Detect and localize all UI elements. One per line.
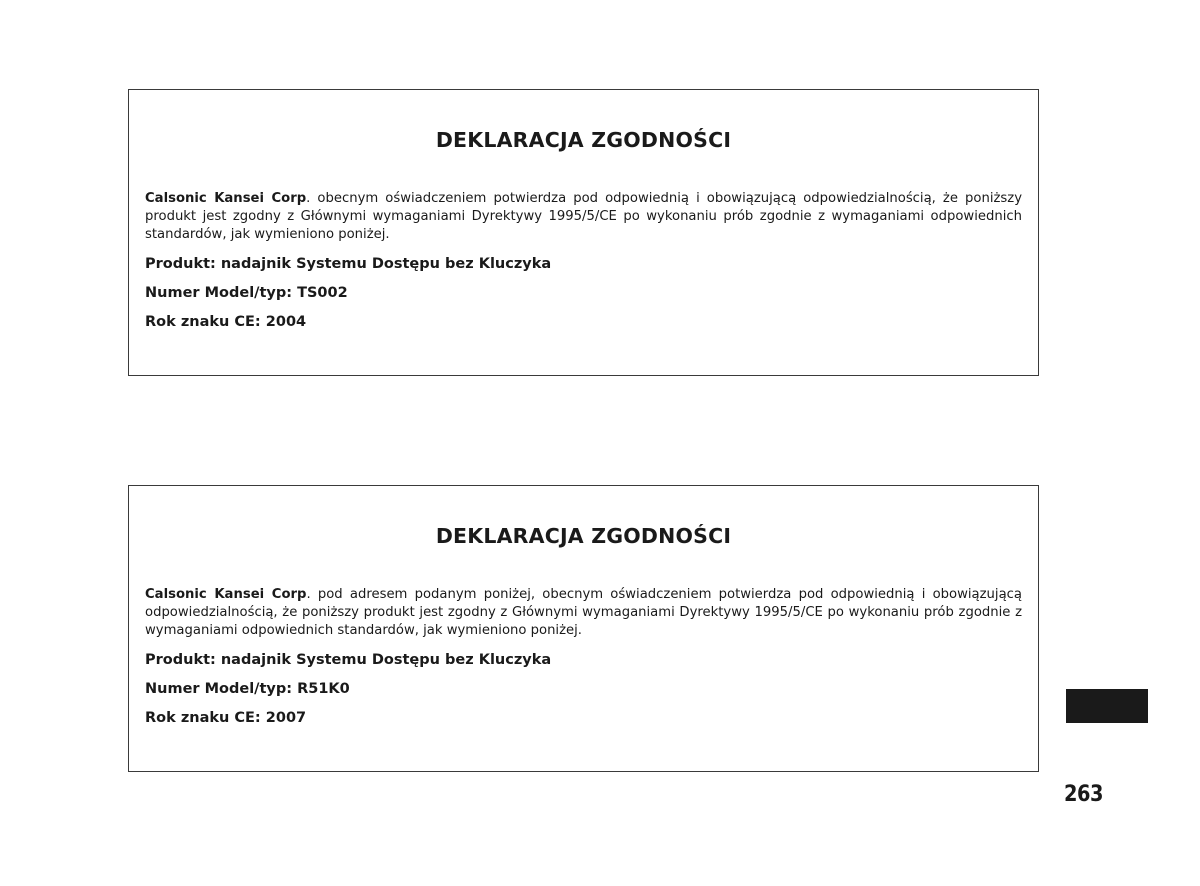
- model-field: Numer Model/typ: TS002: [145, 285, 348, 301]
- declaration-statement: . pod adresem podanym poniżej, obecnym oświadczeniem potwierdza pod odpowiednią i obowiązującą odpowiedzialnością, że poniższy produkt jest zgodny z Głównymi wymaganiami Dyrektywy 1995/5/CE po wykonaniu prób zgodnie z wymaganiami odpowiednich standardów, jak wymieniono poniżej.: [145, 587, 1022, 638]
- ce-year-field: Rok znaku CE: 2004: [145, 314, 307, 330]
- declaration-box-1: [128, 89, 1039, 376]
- model-field: Numer Model/typ: R51K0: [145, 681, 350, 697]
- declaration-text: [145, 586, 1022, 640]
- section-tab-marker: [1066, 689, 1148, 723]
- page-number: 263: [1064, 782, 1104, 807]
- product-field: Produkt: nadajnik Systemu Dostępu bez Kluczyka: [145, 256, 552, 272]
- declaration-text: [145, 190, 1022, 244]
- declaration-statement: . obecnym oświadczeniem potwierdza pod odpowiednią i obowiązującą odpowiedzialnością, że poniższy produkt jest zgodny z Głównymi wymaganiami Dyrektywy 1995/5/CE po wykonaniu prób zgodnie z wymaganiami odpowiednich standardów, jak wymieniono poniżej.: [145, 191, 1023, 242]
- declaration-title: DEKLARACJA ZGODNOŚCI: [435, 524, 732, 548]
- company-name: Calsonic Kansei Corp: [145, 587, 307, 602]
- declaration-title: DEKLARACJA ZGODNOŚCI: [435, 128, 732, 152]
- product-field: Produkt: nadajnik Systemu Dostępu bez Kluczyka: [145, 652, 552, 668]
- company-name: Calsonic Kansei Corp: [145, 191, 307, 206]
- ce-year-field: Rok znaku CE: 2007: [145, 710, 307, 726]
- declaration-box-2: [128, 485, 1039, 772]
